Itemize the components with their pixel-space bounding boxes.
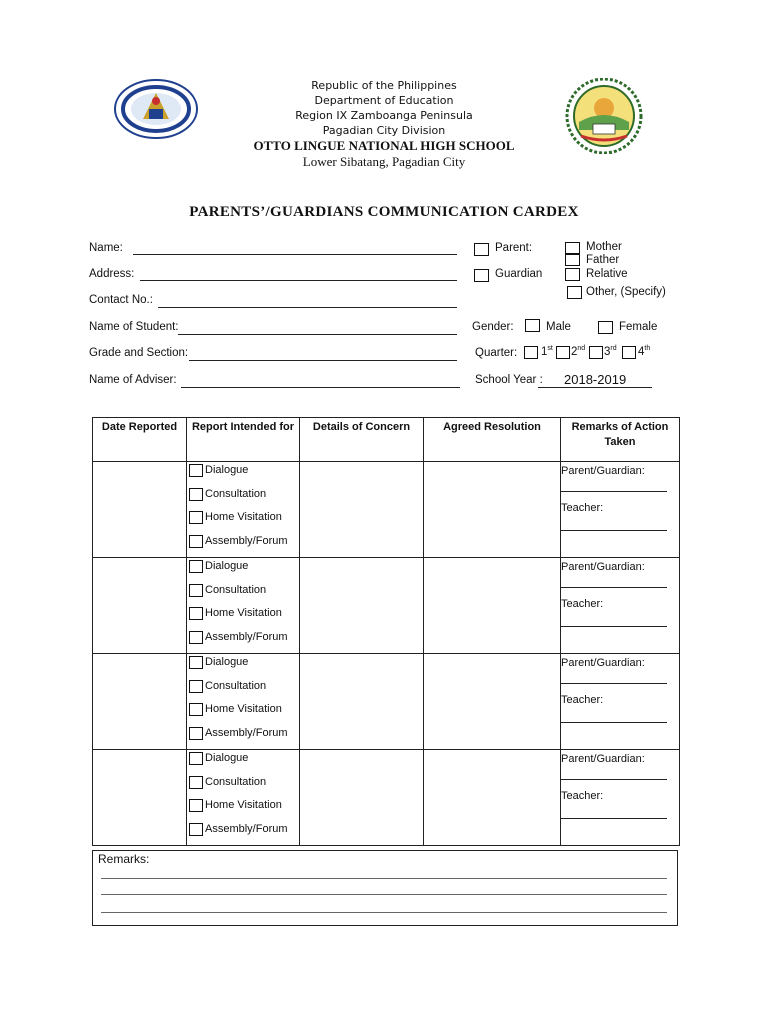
option-assembly-forum[interactable] xyxy=(187,726,299,750)
female-label: Female xyxy=(619,321,658,333)
other-checkbox[interactable] xyxy=(567,286,582,299)
date-reported-cell[interactable] xyxy=(93,750,187,846)
option-label: Home Visitation xyxy=(205,703,282,715)
adviser-label: Name of Adviser: xyxy=(89,374,177,386)
parent-label: Parent: xyxy=(495,242,533,254)
contact-label: Contact No.: xyxy=(89,294,153,306)
date-reported-cell[interactable] xyxy=(93,462,187,558)
guardian-checkbox[interactable] xyxy=(474,269,489,282)
option-home-visitation[interactable] xyxy=(187,510,299,534)
table-row xyxy=(93,654,680,750)
option-consultation[interactable] xyxy=(187,487,299,511)
header-details: Details of Concern xyxy=(300,418,424,462)
school-year-label: School Year : xyxy=(475,374,543,386)
parent-checkbox[interactable] xyxy=(474,243,489,256)
parent-guardian-signature-line[interactable] xyxy=(561,491,667,492)
option-label: Assembly/Forum xyxy=(205,534,288,547)
parent-guardian-signature-line[interactable] xyxy=(561,779,667,780)
report-intended-cell xyxy=(187,750,300,846)
option-checkbox[interactable] xyxy=(189,656,203,669)
report-intended-cell xyxy=(187,462,300,558)
option-assembly-forum[interactable] xyxy=(187,630,299,654)
details-cell[interactable] xyxy=(300,654,424,750)
header-republic: Republic of the Philippines xyxy=(311,79,457,92)
remarks-line[interactable] xyxy=(101,878,667,879)
option-dialogue[interactable] xyxy=(187,463,299,487)
form-title: PARENTS’/GUARDIANS COMMUNICATION CARDEX xyxy=(189,204,579,220)
date-reported-cell[interactable] xyxy=(93,654,187,750)
report-intended-cell xyxy=(187,654,300,750)
relative-label: Relative xyxy=(586,268,628,280)
option-consultation[interactable] xyxy=(187,679,299,703)
school-year-value: 2018-2019 xyxy=(564,372,627,387)
option-label: Consultation xyxy=(205,487,267,500)
option-checkbox[interactable] xyxy=(189,799,203,812)
mother-label: Mother xyxy=(586,241,622,253)
parent-guardian-label: Parent/Guardian: xyxy=(561,657,645,669)
header-department: Department of Education xyxy=(314,94,454,107)
option-label: Consultation xyxy=(205,679,267,692)
mother-checkbox[interactable] xyxy=(565,242,580,254)
school-address: Lower Sibatang, Pagadian City xyxy=(302,154,466,169)
option-label: Consultation xyxy=(205,775,267,788)
remarks-action-cell xyxy=(561,654,680,750)
teacher-label: Teacher: xyxy=(561,598,604,610)
address-field[interactable] xyxy=(140,280,457,281)
male-checkbox[interactable] xyxy=(525,319,540,332)
remarks-label: Remarks: xyxy=(98,852,150,866)
quarter-4-checkbox[interactable] xyxy=(622,346,636,359)
option-checkbox[interactable] xyxy=(189,631,203,644)
option-checkbox[interactable] xyxy=(189,584,203,597)
teacher-signature-line[interactable] xyxy=(561,626,667,627)
name-field[interactable] xyxy=(133,254,457,255)
parent-guardian-label: Parent/Guardian: xyxy=(561,753,645,765)
details-cell[interactable] xyxy=(300,558,424,654)
quarter-2-checkbox[interactable] xyxy=(556,346,570,359)
option-label: Consultation xyxy=(205,583,267,596)
option-label: Dialogue xyxy=(205,560,249,572)
female-checkbox[interactable] xyxy=(598,321,613,334)
student-field[interactable] xyxy=(178,334,457,335)
guardian-label: Guardian xyxy=(495,268,543,280)
report-intended-cell xyxy=(187,558,300,654)
quarter-3-label: 3rd xyxy=(604,345,617,358)
school-name: OTTO LINGUE NATIONAL HIGH SCHOOL xyxy=(253,138,515,153)
remarks-action-cell xyxy=(561,558,680,654)
teacher-label: Teacher: xyxy=(561,790,604,802)
other-label: Other, (Specify) xyxy=(586,286,666,298)
option-label: Dialogue xyxy=(205,464,249,476)
option-dialogue[interactable] xyxy=(187,559,299,583)
option-label: Dialogue xyxy=(205,656,249,668)
option-checkbox[interactable] xyxy=(189,752,203,765)
teacher-signature-line[interactable] xyxy=(561,818,667,819)
option-consultation[interactable] xyxy=(187,583,299,607)
option-checkbox[interactable] xyxy=(189,680,203,693)
header-resolution: Agreed Resolution xyxy=(424,418,561,462)
header-date-reported: Date Reported xyxy=(93,418,187,462)
option-home-visitation[interactable] xyxy=(187,702,299,726)
option-checkbox[interactable] xyxy=(189,727,203,740)
adviser-field[interactable] xyxy=(181,387,460,388)
quarter-1-label: 1st xyxy=(541,345,553,358)
remarks-box[interactable] xyxy=(92,850,678,926)
quarter-3-checkbox[interactable] xyxy=(589,346,603,359)
option-checkbox[interactable] xyxy=(189,535,203,548)
table-row xyxy=(93,558,680,654)
parent-guardian-label: Parent/Guardian: xyxy=(561,465,645,477)
option-label: Home Visitation xyxy=(205,607,282,619)
header-division: Pagadian City Division xyxy=(322,124,446,137)
teacher-signature-line[interactable] xyxy=(561,722,667,723)
option-checkbox[interactable] xyxy=(189,776,203,789)
option-checkbox[interactable] xyxy=(189,703,203,716)
quarter-4-label: 4th xyxy=(638,345,651,358)
header-report-intended: Report Intended for xyxy=(187,418,300,462)
option-label: Assembly/Forum xyxy=(205,726,288,739)
header-remarks-action: Remarks of Action Taken xyxy=(561,418,680,462)
option-checkbox[interactable] xyxy=(189,511,203,524)
contact-field[interactable] xyxy=(158,307,457,308)
details-cell[interactable] xyxy=(300,462,424,558)
resolution-cell[interactable] xyxy=(424,750,561,846)
option-home-visitation[interactable] xyxy=(187,606,299,630)
quarter-2-label: 2nd xyxy=(571,345,586,358)
quarter-1-checkbox[interactable] xyxy=(524,346,538,359)
remarks-action-cell xyxy=(561,462,680,558)
father-checkbox[interactable] xyxy=(565,254,580,266)
teacher-label: Teacher: xyxy=(561,502,604,514)
resolution-cell[interactable] xyxy=(424,462,561,558)
teacher-signature-line[interactable] xyxy=(561,530,667,531)
option-checkbox[interactable] xyxy=(189,464,203,477)
details-cell[interactable] xyxy=(300,750,424,846)
parent-guardian-label: Parent/Guardian: xyxy=(561,561,645,573)
parent-guardian-signature-line[interactable] xyxy=(561,587,667,588)
option-home-visitation[interactable] xyxy=(187,798,299,822)
relative-checkbox[interactable] xyxy=(565,268,580,281)
option-checkbox[interactable] xyxy=(189,560,203,573)
male-label: Male xyxy=(546,321,571,333)
date-reported-cell[interactable] xyxy=(93,558,187,654)
table-header-row xyxy=(93,418,680,462)
option-consultation[interactable] xyxy=(187,775,299,799)
gender-label: Gender: xyxy=(472,321,514,333)
header-region: Region IX Zamboanga Peninsula xyxy=(295,109,473,122)
communication-table xyxy=(92,417,680,846)
grade-label: Grade and Section: xyxy=(89,347,189,359)
grade-field[interactable] xyxy=(189,360,457,361)
school-year-field[interactable] xyxy=(538,387,652,388)
option-label: Home Visitation xyxy=(205,799,282,811)
option-dialogue[interactable] xyxy=(187,655,299,679)
name-label: Name: xyxy=(89,242,123,254)
remarks-line[interactable] xyxy=(101,912,667,913)
option-label: Dialogue xyxy=(205,752,249,764)
option-label: Home Visitation xyxy=(205,511,282,523)
quarter-label: Quarter: xyxy=(475,347,518,359)
teacher-label: Teacher: xyxy=(561,694,604,706)
resolution-cell[interactable] xyxy=(424,558,561,654)
option-checkbox[interactable] xyxy=(189,607,203,620)
address-label: Address: xyxy=(89,268,135,280)
resolution-cell[interactable] xyxy=(424,654,561,750)
option-assembly-forum[interactable] xyxy=(187,822,299,846)
option-checkbox[interactable] xyxy=(189,823,203,836)
option-checkbox[interactable] xyxy=(189,488,203,501)
student-label: Name of Student: xyxy=(89,321,179,333)
option-assembly-forum[interactable] xyxy=(187,534,299,558)
father-label: Father xyxy=(586,254,620,266)
parent-guardian-signature-line[interactable] xyxy=(561,683,667,684)
option-label: Assembly/Forum xyxy=(205,630,288,643)
option-label: Assembly/Forum xyxy=(205,822,288,835)
option-dialogue[interactable] xyxy=(187,751,299,775)
table-row xyxy=(93,750,680,846)
table-row xyxy=(93,462,680,558)
remarks-line[interactable] xyxy=(101,894,667,895)
remarks-action-cell xyxy=(561,750,680,846)
